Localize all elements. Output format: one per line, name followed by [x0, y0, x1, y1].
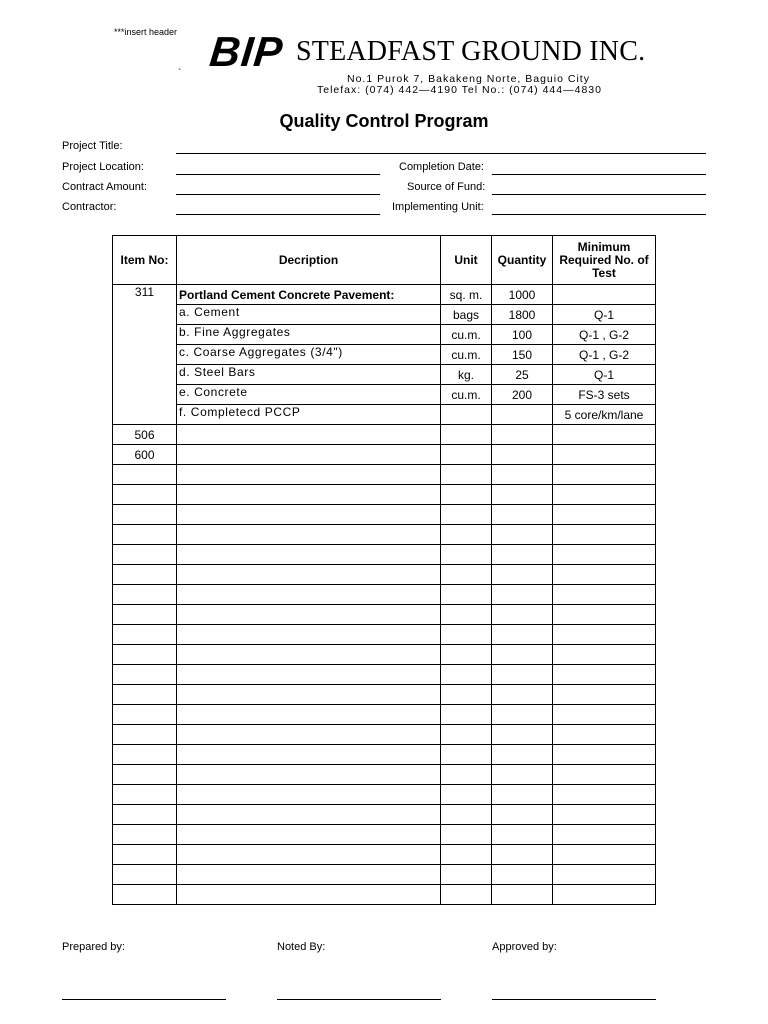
test-cell [553, 745, 656, 765]
contractor-field[interactable] [176, 214, 380, 215]
project-title-field[interactable] [176, 153, 706, 154]
project-location-field[interactable] [176, 174, 380, 175]
quantity-cell [492, 685, 553, 705]
unit-cell: kg. [441, 365, 492, 385]
test-cell: FS-3 sets [553, 385, 656, 405]
noted-by-signature-line[interactable] [277, 999, 441, 1000]
item-no-cell [113, 845, 177, 865]
company-contact: Telefax: (074) 442—4190 Tel No.: (074) 444—4830 [317, 84, 602, 96]
description-cell [177, 565, 441, 585]
company-name: STEADFAST GROUND INC. [296, 36, 646, 67]
test-cell [553, 805, 656, 825]
description-cell: f. Completecd PCCP [177, 405, 441, 425]
quantity-cell [492, 885, 553, 905]
test-cell [553, 865, 656, 885]
table-row [113, 845, 656, 865]
unit-cell [441, 505, 492, 525]
table-row [113, 525, 656, 545]
unit-cell: cu.m. [441, 345, 492, 365]
test-cell [553, 585, 656, 605]
quantity-cell [492, 705, 553, 725]
description-cell [177, 625, 441, 645]
table-row [113, 565, 656, 585]
test-cell [553, 785, 656, 805]
contractor-label: Contractor: [62, 201, 117, 213]
description-cell [177, 485, 441, 505]
quantity-cell [492, 545, 553, 565]
table-row [113, 625, 656, 645]
test-cell: 5 core/km/lane [553, 405, 656, 425]
quantity-cell [492, 505, 553, 525]
test-cell: Q-1 , G-2 [553, 345, 656, 365]
description-cell [177, 445, 441, 465]
unit-cell [441, 705, 492, 725]
unit-cell [441, 485, 492, 505]
quantity-cell [492, 725, 553, 745]
item-no-cell [113, 485, 177, 505]
description-cell [177, 585, 441, 605]
insert-header-note: ***insert header [114, 27, 178, 37]
item-no-cell [113, 645, 177, 665]
table-row [113, 785, 656, 805]
test-cell [553, 285, 656, 305]
description-cell: c. Coarse Aggregates (3/4") [177, 345, 441, 365]
test-cell [553, 605, 656, 625]
quantity-cell [492, 425, 553, 445]
unit-cell [441, 525, 492, 545]
description-cell: b. Fine Aggregates [177, 325, 441, 345]
description-cell [177, 605, 441, 625]
item-no-cell [113, 525, 177, 545]
description-cell: a. Cement [177, 305, 441, 325]
test-cell [553, 625, 656, 645]
test-cell [553, 465, 656, 485]
company-logo: BIP [207, 28, 286, 75]
test-cell [553, 885, 656, 905]
unit-cell [441, 645, 492, 665]
test-cell: Q-1 , G-2 [553, 325, 656, 345]
description-cell [177, 525, 441, 545]
unit-cell [441, 865, 492, 885]
item-no-cell [113, 885, 177, 905]
item-no-cell [113, 825, 177, 845]
description-cell [177, 825, 441, 845]
approved-by-label: Approved by: [492, 941, 557, 953]
description-cell [177, 885, 441, 905]
quantity-cell [492, 565, 553, 585]
unit-cell [441, 445, 492, 465]
item-no-cell [113, 805, 177, 825]
col-header-quantity: Quantity [492, 236, 553, 285]
unit-cell [441, 745, 492, 765]
implementing-unit-field[interactable] [492, 214, 706, 215]
quantity-cell: 1000 [492, 285, 553, 305]
table-row [113, 705, 656, 725]
noted-by-label: Noted By: [277, 941, 326, 953]
test-cell [553, 525, 656, 545]
table-row [113, 405, 656, 425]
item-no-cell: 311 [113, 285, 177, 425]
unit-cell: bags [441, 305, 492, 325]
approved-by-signature-line[interactable] [492, 999, 656, 1000]
table-header-row [113, 236, 656, 285]
description-cell [177, 685, 441, 705]
table-row [113, 725, 656, 745]
unit-cell [441, 805, 492, 825]
table-row [113, 385, 656, 405]
unit-cell [441, 565, 492, 585]
unit-cell [441, 665, 492, 685]
quantity-cell: 100 [492, 325, 553, 345]
table-row [113, 485, 656, 505]
quantity-cell [492, 745, 553, 765]
item-no-cell [113, 745, 177, 765]
quantity-cell [492, 525, 553, 545]
description-cell: d. Steel Bars [177, 365, 441, 385]
description-cell [177, 745, 441, 765]
description-cell [177, 785, 441, 805]
test-cell: Q-1 [553, 305, 656, 325]
test-cell [553, 725, 656, 745]
unit-cell [441, 625, 492, 645]
table-row [113, 605, 656, 625]
item-no-cell [113, 505, 177, 525]
unit-cell [441, 825, 492, 845]
test-cell [553, 445, 656, 465]
unit-cell [441, 845, 492, 865]
unit-cell [441, 585, 492, 605]
implementing-unit-label: Implementing Unit: [392, 201, 484, 213]
source-of-fund-label: Source of Fund: [407, 181, 486, 193]
test-cell [553, 705, 656, 725]
prepared-by-signature-line[interactable] [62, 999, 226, 1000]
test-cell: Q-1 [553, 365, 656, 385]
table-row [113, 445, 656, 465]
table-row [113, 825, 656, 845]
test-cell [553, 565, 656, 585]
col-header-min-tests: Minimum Required No. of Test [553, 236, 656, 285]
test-cell [553, 685, 656, 705]
item-no-cell [113, 545, 177, 565]
table-row [113, 645, 656, 665]
item-no-cell [113, 565, 177, 585]
quantity-cell [492, 865, 553, 885]
quantity-cell: 25 [492, 365, 553, 385]
quantity-cell [492, 805, 553, 825]
table-row [113, 865, 656, 885]
quantity-cell [492, 625, 553, 645]
unit-cell: cu.m. [441, 325, 492, 345]
quantity-cell: 1800 [492, 305, 553, 325]
table-row [113, 325, 656, 345]
company-address: No.1 Purok 7, Bakakeng Norte, Baguio City [347, 73, 590, 85]
quantity-cell [492, 665, 553, 685]
item-no-cell [113, 865, 177, 885]
table-row [113, 505, 656, 525]
description-cell [177, 665, 441, 685]
description-cell [177, 705, 441, 725]
item-no-cell [113, 665, 177, 685]
test-cell [553, 665, 656, 685]
table-row [113, 885, 656, 905]
item-no-cell [113, 605, 177, 625]
item-no-cell [113, 625, 177, 645]
test-cell [553, 825, 656, 845]
table-row [113, 665, 656, 685]
description-cell [177, 505, 441, 525]
completion-date-field[interactable] [492, 174, 706, 175]
description-cell: e. Concrete [177, 385, 441, 405]
unit-cell [441, 685, 492, 705]
table-row [113, 685, 656, 705]
table-row [113, 465, 656, 485]
test-cell [553, 545, 656, 565]
quantity-cell [492, 845, 553, 865]
description-cell [177, 765, 441, 785]
project-location-label: Project Location: [62, 161, 144, 173]
unit-cell [441, 785, 492, 805]
col-header-description: Decription [177, 236, 441, 285]
test-cell [553, 425, 656, 445]
table-row [113, 365, 656, 385]
unit-cell [441, 725, 492, 745]
unit-cell [441, 405, 492, 425]
unit-cell [441, 885, 492, 905]
item-no-cell [113, 585, 177, 605]
item-no-cell: 506 [113, 425, 177, 445]
document-title: Quality Control Program [279, 111, 489, 131]
table-row [113, 305, 656, 325]
description-cell [177, 465, 441, 485]
item-no-cell [113, 685, 177, 705]
quantity-cell [492, 465, 553, 485]
table-row [113, 545, 656, 565]
description-cell [177, 545, 441, 565]
col-header-item-no: Item No: [113, 236, 177, 285]
prepared-by-label: Prepared by: [62, 941, 125, 953]
description-cell [177, 865, 441, 885]
unit-cell: cu.m. [441, 385, 492, 405]
quantity-cell [492, 825, 553, 845]
test-cell [553, 645, 656, 665]
completion-date-label: Completion Date: [399, 161, 484, 173]
quantity-cell: 200 [492, 385, 553, 405]
item-no-cell: 600 [113, 445, 177, 465]
quantity-cell: 150 [492, 345, 553, 365]
unit-cell: sq. m. [441, 285, 492, 305]
quantity-cell [492, 645, 553, 665]
test-cell [553, 485, 656, 505]
item-no-cell [113, 725, 177, 745]
description-cell [177, 725, 441, 745]
unit-cell [441, 545, 492, 565]
contract-amount-label: Contract Amount: [62, 181, 147, 193]
quantity-cell [492, 785, 553, 805]
quantity-cell [492, 605, 553, 625]
item-no-cell [113, 785, 177, 805]
quantity-cell [492, 405, 553, 425]
item-no-cell [113, 765, 177, 785]
quantity-cell [492, 445, 553, 465]
quantity-cell [492, 585, 553, 605]
unit-cell [441, 425, 492, 445]
table-row [113, 585, 656, 605]
unit-cell [441, 465, 492, 485]
table-row [113, 765, 656, 785]
table-row [113, 345, 656, 365]
stray-mark: ` [178, 68, 182, 79]
quantity-cell [492, 765, 553, 785]
item-no-cell [113, 705, 177, 725]
unit-cell [441, 605, 492, 625]
quality-control-table [112, 235, 656, 905]
table-row [113, 425, 656, 445]
test-cell [553, 845, 656, 865]
description-cell [177, 845, 441, 865]
source-of-fund-field[interactable] [492, 194, 706, 195]
description-cell [177, 805, 441, 825]
project-title-label: Project Title: [62, 140, 123, 152]
table-row [113, 745, 656, 765]
item-no-cell [113, 465, 177, 485]
description-cell [177, 425, 441, 445]
description-cell: Portland Cement Concrete Pavement: [177, 285, 441, 305]
table-row [113, 805, 656, 825]
table-row [113, 285, 656, 305]
test-cell [553, 765, 656, 785]
col-header-unit: Unit [441, 236, 492, 285]
unit-cell [441, 765, 492, 785]
contract-amount-field[interactable] [176, 194, 380, 195]
test-cell [553, 505, 656, 525]
quantity-cell [492, 485, 553, 505]
description-cell [177, 645, 441, 665]
